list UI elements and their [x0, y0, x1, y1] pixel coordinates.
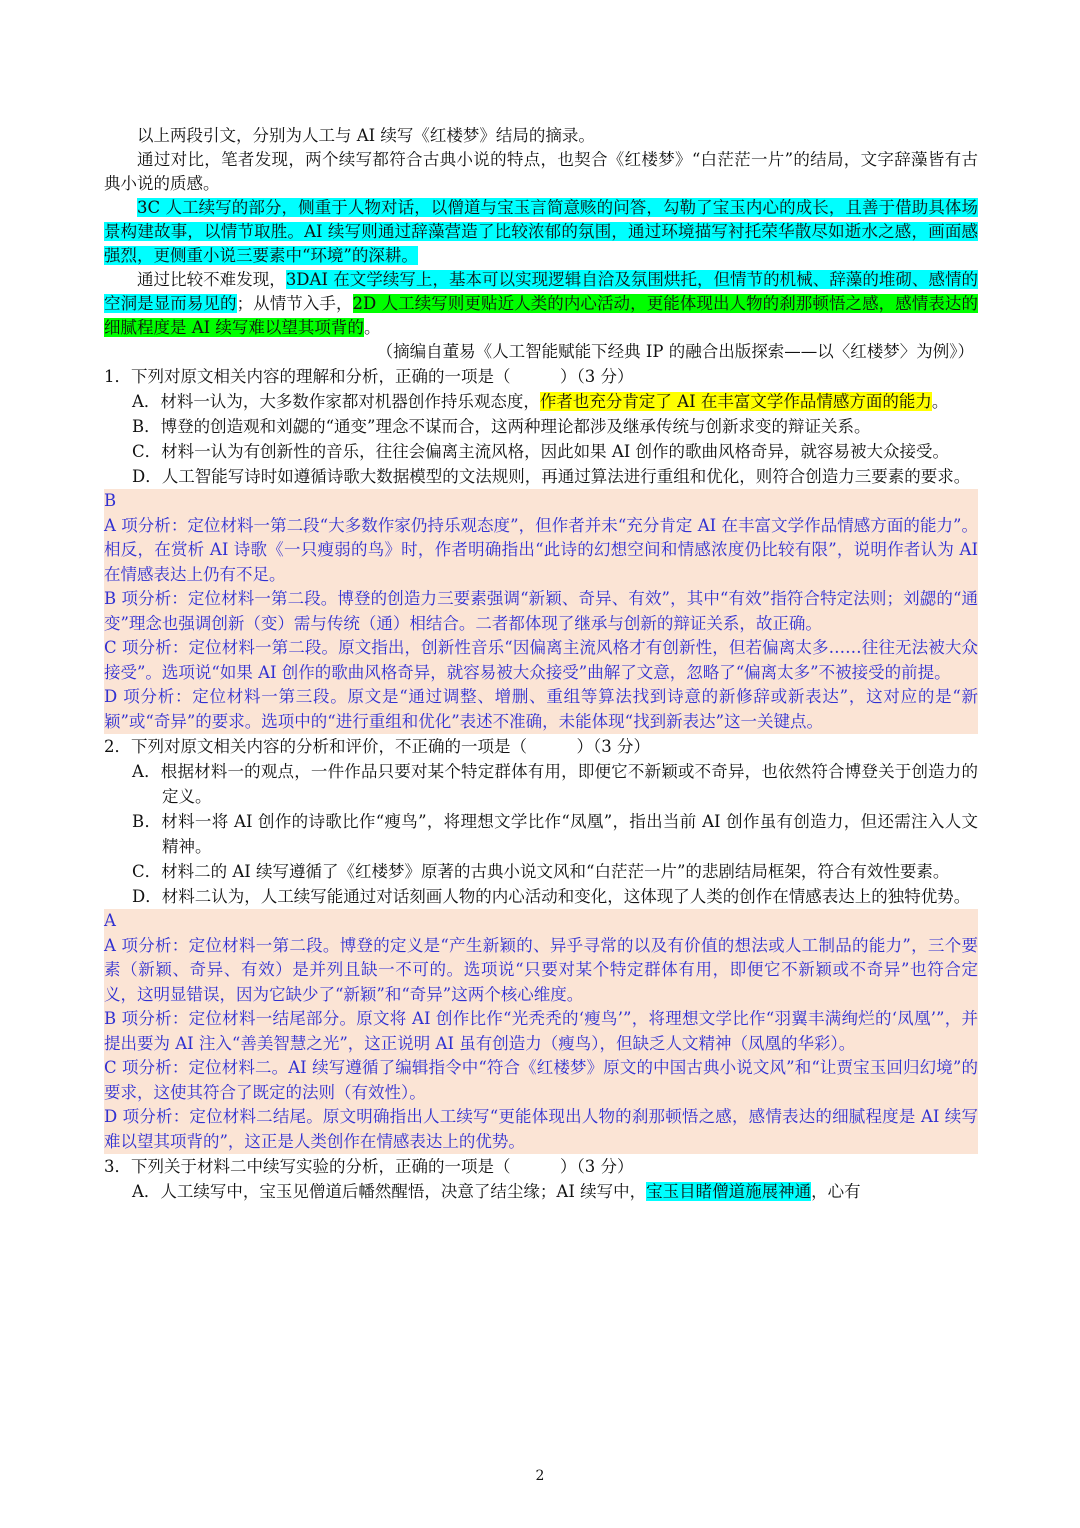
- question-1-answer-block: [104, 489, 978, 734]
- source-citation: （摘编自董易《人工智能赋能下经典 IP 的融合出版探索——以〈红楼梦〉为例》）: [376, 342, 974, 361]
- highlight-cyan: 宝玉目睹僧道施展神通: [646, 1182, 812, 1201]
- analysis-line: B 项分析：定位材料一第二段。博登的创造力三要素强调“新颖、奇异、有效”，其中“有效”指符合特定法则；刘勰的“通变”理念也强调创新（变）需与传统（通）相结合。二者都体现了继承与创新的辩证关系，故正确。: [104, 589, 978, 633]
- passage-paragraph-2: 通过对比，笔者发现，两个续写都符合古典小说的特点，也契合《红楼梦》“白茫茫一片”的结局，文字辞藻皆有古典小说的质感。: [104, 150, 978, 193]
- question-2-option-d: D．材料二认为，人工续写能通过对话刻画人物的内心活动和变化，这体现了人类的创作在情感表达上的独特优势。: [132, 887, 971, 906]
- highlight-cyan: 3DAI 在文学续写上，基本可以实现逻辑自洽及氛围烘托，但情节的机械、辞藻的堆砌、感情的空洞是显而易见的: [104, 270, 979, 313]
- analysis-line: B 项分析：定位材料一结尾部分。原文将 AI 创作比作“光秃秃的‘瘦鸟’”，将理想文学比作“羽翼丰满绚烂的‘凤凰’”，并提出要为 AI 注入“善美智慧之光”，这正说明 AI 虽有创造力（瘦鸟），但缺乏人文精神（凤凰的华彩）。: [104, 1009, 978, 1053]
- passage-paragraph-1: 以上两段引文，分别为人工与 AI 续写《红楼梦》结局的摘录。: [137, 126, 595, 145]
- analysis-line: C 项分析：定位材料二。AI 续写遵循了编辑指令中“符合《红楼梦》原文的中国古典小说文风”和“让贾宝玉回归幻境”的要求，这使其符合了既定的法则（有效性）。: [104, 1058, 978, 1102]
- highlight-yellow: 作者也充分肯定了 AI 在丰富文学作品情感方面的能力: [539, 392, 932, 411]
- highlight-green: 2D 人工续写则更贴近人类的内心活动，更能体现出人物的刹那顿悟之感，感情表达的细腻程度是 AI 续写难以望其项背的: [104, 294, 979, 337]
- question-3-option-a: [132, 1179, 978, 1204]
- question-2-option-b: B．材料一将 AI 创作的诗歌比作“瘦鸟”，将理想文学比作“凤凰”，指出当前 AI 创作虽有创造力，但还需注入人文精神。: [132, 812, 978, 856]
- analysis-line: A 项分析：定位材料一第二段。博登的定义是“产生新颖的、异乎寻常的以及有价值的想法或人工制品的能力”，三个要素（新颖、奇异、有效）是并列且缺一不可的。选项说“只要对某个特定群体有用，即便它不新颖或不奇异”也符合定义，这明显错误，因为它缺少了“新颖”和“奇异”这两个核心维度。: [104, 935, 978, 1004]
- analysis-line: D 项分析：定位材料二结尾。原文明确指出人工续写“更能体现出人物的刹那顿悟之感，感情表达的细腻程度是 AI 续写难以望其项背的”，这正是人类创作在情感表达上的优势。: [104, 1107, 978, 1151]
- page-number: 2: [535, 1468, 545, 1484]
- highlight-cyan: 3C 人工续写的部分，侧重于人物对话，以僧道与宝玉言简意赅的问答，勾勒了宝玉内心的成长，且善于借助具体场景构建故事，以情节取胜。AI 续写则通过辞藻营造了比较浓郁的氛围，通过环境描写衬托荣华散尽如逝水之感，画面感强烈，更侧重小说三要素中“环境”的深耕。: [104, 198, 978, 265]
- question-3-stem: 3．下列关于材料二中续写实验的分析，正确的一项是（ ）（3 分）: [104, 1157, 634, 1176]
- question-2-option-c: C．材料二的 AI 续写遵循了《红楼梦》原著的古典小说文风和“白茫茫一片”的悲剧结局框架，符合有效性要素。: [132, 862, 950, 881]
- text-run: ，心有: [811, 1182, 861, 1201]
- analysis-line: C 项分析：定位材料一第二段。原文指出，创新性音乐“因偏离主流风格才有创新性，但若偏离太多……往往无法被大众接受”。选项说“如果 AI 创作的歌曲风格奇异，就容易被大众接受”曲解了文意，忽略了“偏离太多”不被接受的前提。: [104, 638, 978, 682]
- text-run: A．材料一认为，大多数作家都对机器创作持乐观态度，: [132, 392, 540, 411]
- text-run: 。: [363, 318, 381, 337]
- question-1-option-b: B．博登的创造观和刘勰的“通变”理念不谋而合，这两种理论都涉及继承传统与创新求变的辩证关系。: [132, 417, 871, 436]
- answer-letter: A: [104, 911, 116, 930]
- question-2-answer-block: [104, 909, 978, 1154]
- text-run: A．人工续写中，宝玉见僧道后幡然醒悟，决意了结尘缘；AI 续写中，: [132, 1182, 647, 1201]
- analysis-line: D 项分析：定位材料一第三段。原文是“通过调整、增删、重组等算法找到诗意的新修辞或新表达”，这对应的是“新颖”或“奇异”的要求。选项中的“进行重组和优化”表述不准确，未能体现“找到新表达”这一关键点。: [104, 687, 978, 731]
- text-run: 通过比较不难发现，: [137, 270, 286, 289]
- answer-letter: B: [104, 491, 117, 510]
- question-2-stem: 2．下列对原文相关内容的分析和评价，不正确的一项是（ ）（3 分）: [104, 737, 650, 756]
- question-1-option-c: C．材料一认为有创新性的音乐，往往会偏离主流风格，因此如果 AI 创作的歌曲风格奇异，就容易被大众接受。: [132, 442, 950, 461]
- question-2-option-a: A．根据材料一的观点，一件作品只要对某个特定群体有用，即便它不新颖或不奇异，也依然符合博登关于创造力的定义。: [132, 762, 978, 806]
- passage-paragraph-4: [104, 268, 978, 340]
- question-1-option-d: D．人工智能写诗时如遵循诗歌大数据模型的文法规则，再通过算法进行重组和优化，则符合创造力三要素的要求。: [132, 467, 971, 486]
- question-1-stem: 1．下列对原文相关内容的理解和分析，正确的一项是（ ）（3 分）: [104, 367, 634, 386]
- question-1-option-a: [132, 389, 978, 414]
- passage-paragraph-3: [104, 196, 978, 268]
- analysis-line: A 项分析：定位材料一第二段“大多数作家仍持乐观态度”，但作者并未“充分肯定 AI 在丰富文学作品情感方面的能力”。相反，在赏析 AI 诗歌《一只瘦弱的鸟》时，作者明确指出“此诗的幻想空间和情感浓度仍比较有限”，说明作者认为 AI 在情感表达上仍有不足。: [104, 515, 978, 584]
- text-run: 。: [931, 392, 949, 411]
- document-page: [104, 124, 978, 1204]
- text-run: ；从情节入手，: [236, 294, 353, 313]
